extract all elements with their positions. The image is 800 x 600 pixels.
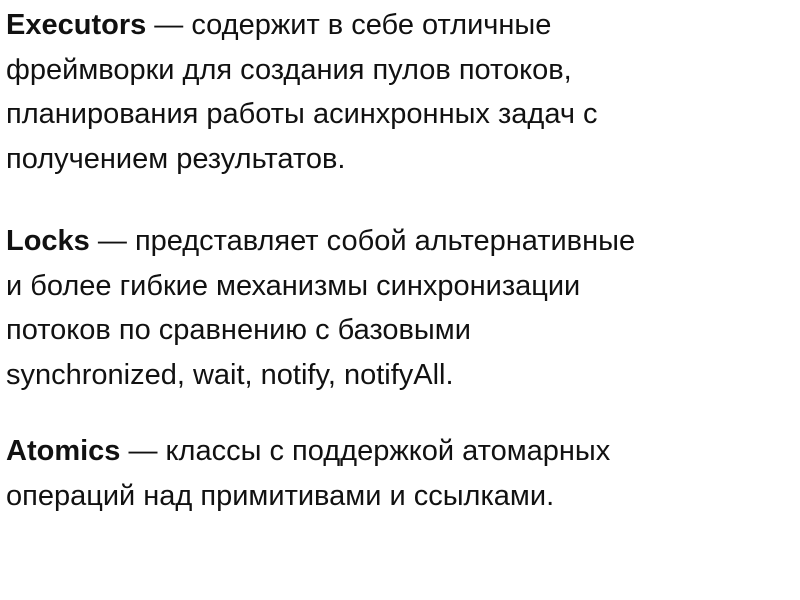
paragraph-line: получением результатов. [6,142,346,175]
term-locks: Locks [6,225,90,257]
paragraph-locks [6,219,796,397]
term-atomics: Atomics [6,435,121,467]
definition-text: — классы с поддержкой атомарных [120,435,611,467]
paragraph-line: потоков по сравнению с базовыми [6,314,471,346]
paragraph-line: планирования работы асинхронных задач с [6,98,598,130]
slide-content [6,0,796,600]
paragraph-line: synchronized, wait, notify, notifyAll. [6,358,454,391]
definition-text: — содержит в себе отличные [146,9,552,41]
paragraph-line [6,3,796,48]
paragraph-line: операций над примитивами и ссылками. [6,479,555,512]
paragraph-line: фреймворки для создания пулов потоков, [6,53,572,86]
definition-text: — представляет собой альтернативные [89,225,636,257]
paragraph-line [6,429,796,474]
term-executors: Executors [6,9,147,41]
paragraph-line: и более гибкие механизмы синхронизации [6,269,581,302]
paragraph-atomics [6,429,796,518]
paragraph-line [6,219,796,264]
paragraph-executors [6,3,796,181]
